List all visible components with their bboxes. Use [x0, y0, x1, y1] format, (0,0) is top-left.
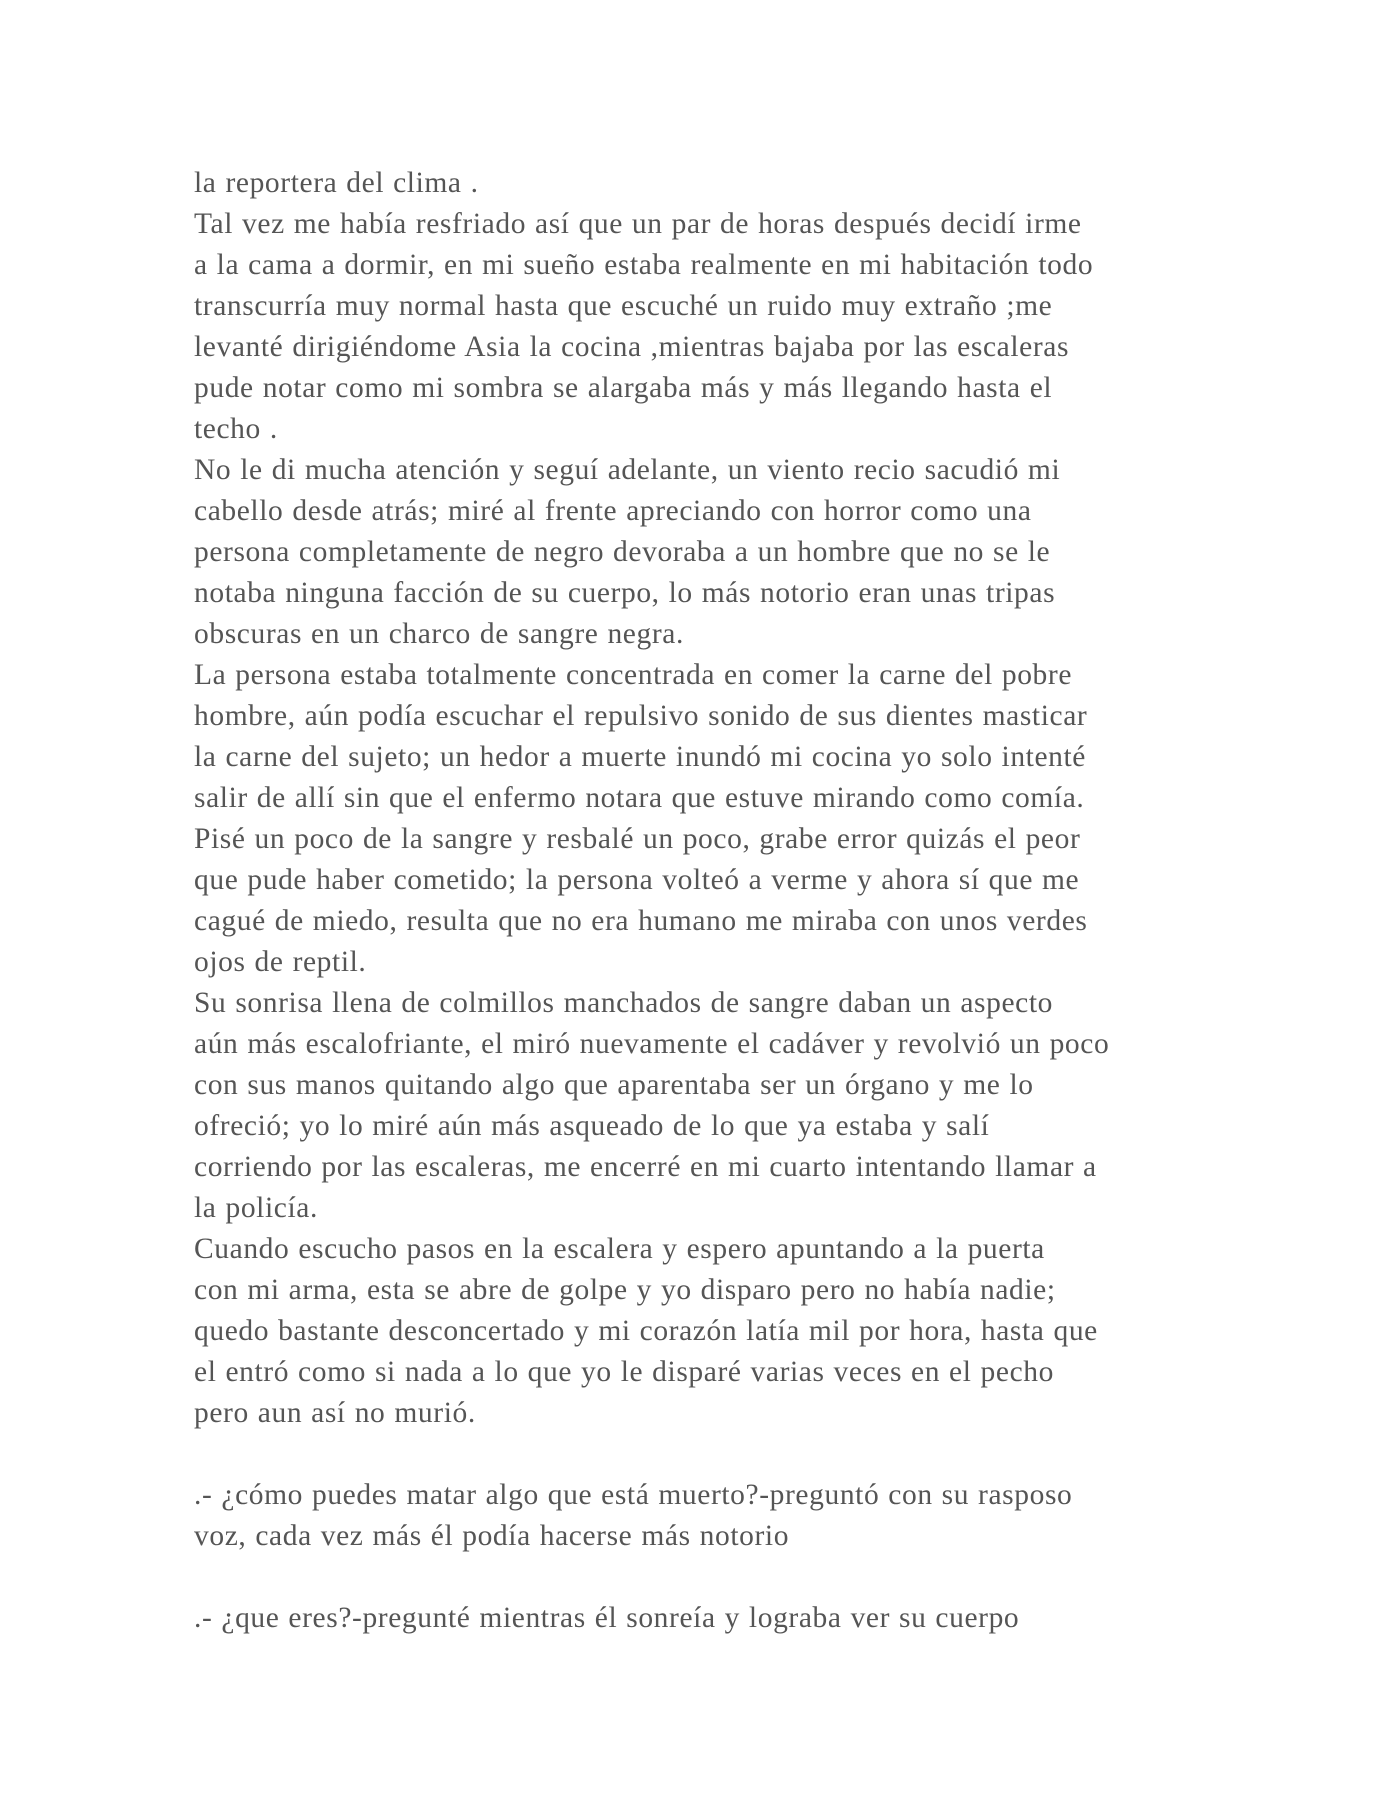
text-line: ofreció; yo lo miré aún más asqueado de lo que ya estaba y salí [194, 1110, 990, 1142]
text-line: pero aun así no murió. [194, 1397, 476, 1429]
text-line: Su sonrisa llena de colmillos manchados de sangre daban un aspecto [194, 987, 1053, 1019]
text-line: ojos de reptil. [194, 946, 367, 978]
text-line: quedo bastante desconcertado y mi corazón latía mil por hora, hasta que [194, 1315, 1098, 1347]
text-line: a la cama a dormir, en mi sueño estaba realmente en mi habitación todo [194, 249, 1094, 281]
text-line: hombre, aún podía escuchar el repulsivo sonido de sus dientes masticar [194, 700, 1088, 732]
blank-line [194, 1557, 1204, 1598]
text-line: el entró como si nada a lo que yo le disparé varias veces en el pecho [194, 1356, 1054, 1388]
text-line: cagué de miedo, resulta que no era humano me miraba con unos verdes [194, 905, 1088, 937]
text-line: levanté dirigiéndome Asia la cocina ,mientras bajaba por las escaleras [194, 331, 1070, 363]
text-line: Tal vez me había resfriado así que un par de horas después decidí irme [194, 208, 1082, 240]
text-line: la reportera del clima . [194, 167, 479, 199]
text-line: pude notar como mi sombra se alargaba más y más llegando hasta el [194, 372, 1053, 404]
text-line: cabello desde atrás; miré al frente apreciando con horror como una [194, 495, 1032, 527]
dialogue-line: .- ¿cómo puedes matar algo que está muerto?-preguntó con su rasposo [194, 1479, 1073, 1511]
text-line: corriendo por las escaleras, me encerré en mi cuarto intentando llamar a [194, 1151, 1097, 1183]
text-line: persona completamente de negro devoraba a un hombre que no se le [194, 536, 1051, 568]
text-line: No le di mucha atención y seguí adelante, un viento recio sacudió mi [194, 454, 1061, 486]
text-line: transcurría muy normal hasta que escuché un ruido muy extraño ;me [194, 290, 1053, 322]
text-line: aún más escalofriante, el miró nuevamente el cadáver y revolvió un poco [194, 1028, 1110, 1060]
dialogue-line: .- ¿que eres?-pregunté mientras él sonreía y lograba ver su cuerpo [194, 1602, 1020, 1634]
text-line: La persona estaba totalmente concentrada en comer la carne del pobre [194, 659, 1073, 691]
blank-line [194, 1434, 1204, 1475]
text-line: salir de allí sin que el enfermo notara que estuve mirando como comía. [194, 782, 1085, 814]
text-line: notaba ninguna facción de su cuerpo, lo más notorio eran unas tripas [194, 577, 1056, 609]
text-line: que pude haber cometido; la persona volteó a verme y ahora sí que me [194, 864, 1080, 896]
text-line: Cuando escucho pasos en la escalera y espero apuntando a la puerta [194, 1233, 1045, 1265]
text-line: la carne del sujeto; un hedor a muerte inundó mi cocina yo solo intenté [194, 741, 1086, 773]
dialogue-line: voz, cada vez más él podía hacerse más notorio [194, 1520, 790, 1552]
document-page [194, 163, 1204, 1639]
text-line: con mi arma, esta se abre de golpe y yo disparo pero no había nadie; [194, 1274, 1056, 1306]
text-line: techo . [194, 413, 278, 445]
text-line: con sus manos quitando algo que aparentaba ser un órgano y me lo [194, 1069, 1034, 1101]
text-line: la policía. [194, 1192, 318, 1224]
text-line: obscuras en un charco de sangre negra. [194, 618, 684, 650]
text-line: Pisé un poco de la sangre y resbalé un poco, grabe error quizás el peor [194, 823, 1081, 855]
